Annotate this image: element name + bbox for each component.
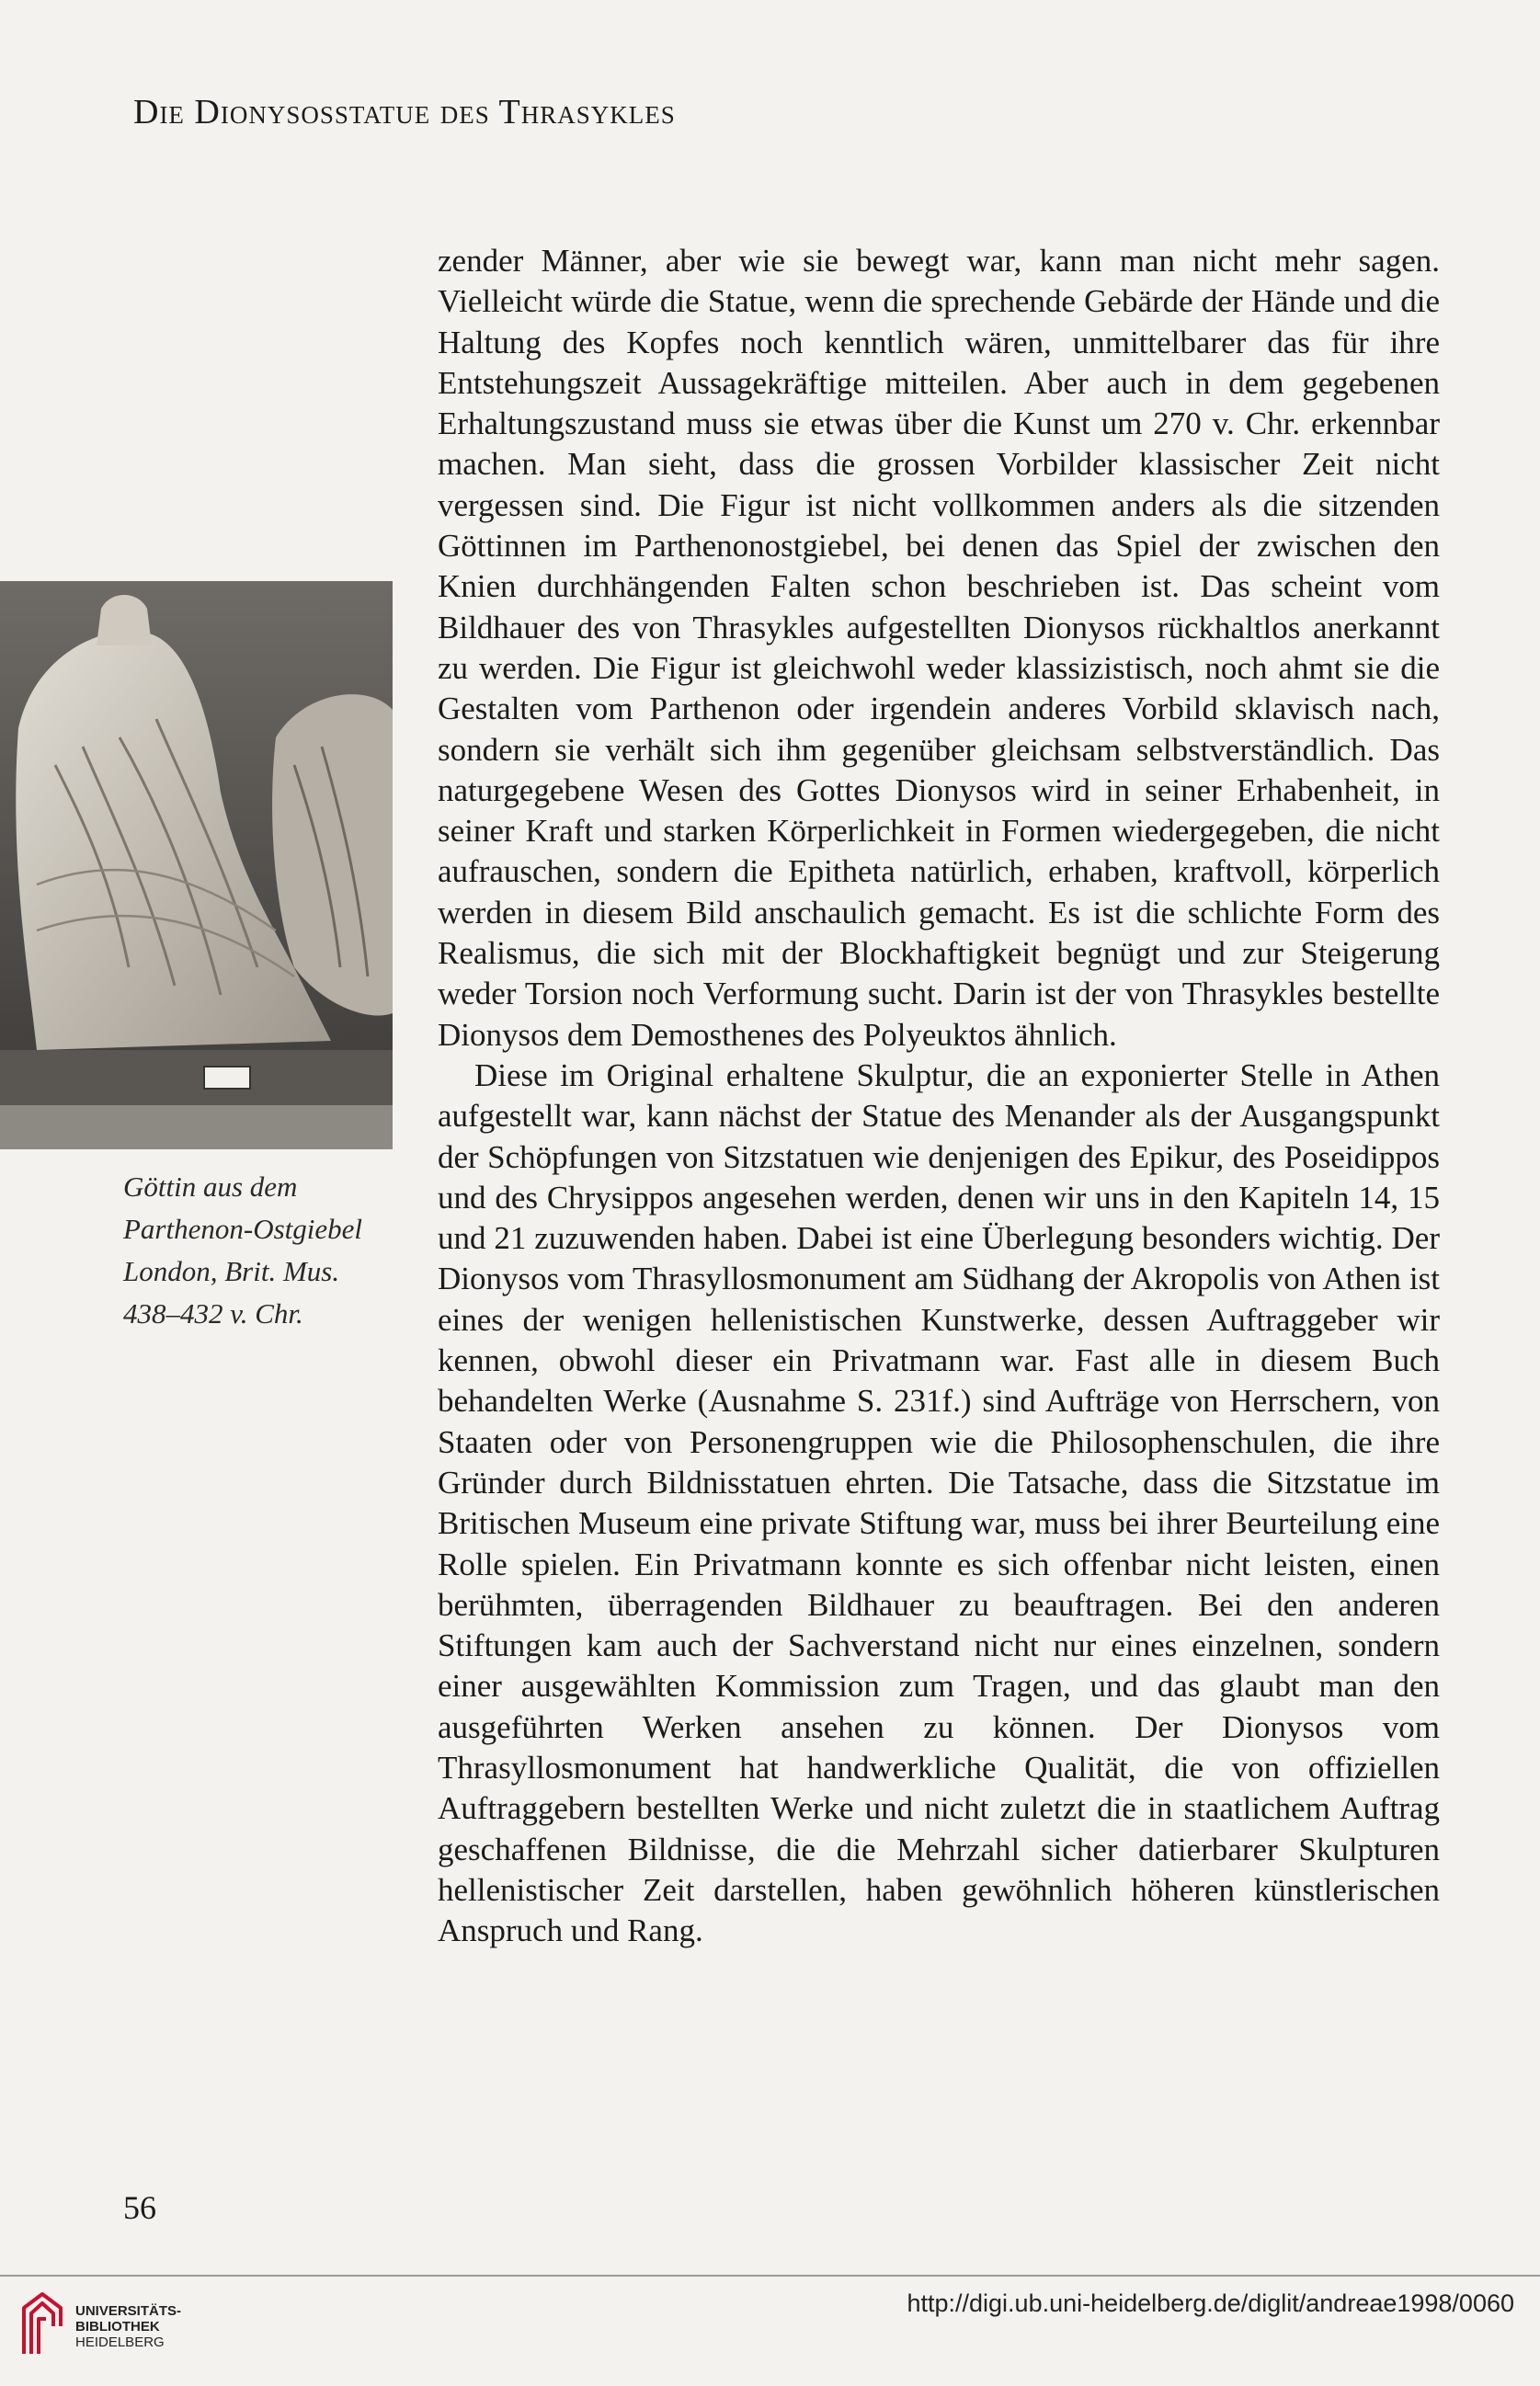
caption-line: 438–432 v. Chr. (123, 1297, 303, 1330)
library-name (75, 2303, 181, 2350)
figure-caption (123, 1166, 417, 1335)
caption-line: Parthenon-Ostgiebel (123, 1213, 363, 1245)
footer-divider (0, 2275, 1540, 2277)
body-text (438, 241, 1440, 1951)
statue-photo (0, 581, 393, 1149)
library-logo-icon (15, 2289, 70, 2363)
paragraph: Diese im Original erhaltene Skulptur, die an exponierter Stelle in Athen aufgestellt war, kann nächst der Statue des Menander als der Ausgangspunkt der Schöpfungen von Sitzstatuen wie denjenigen des Epikur, des Poseidippos und des Chrysippos angesehen werden, denen wir uns in den Kapiteln 14, 15 und 21 zuzuwenden haben. Dabei ist eine Überlegung besonders wichtig. Der Dionysos vom Thrasyllosmonument am Südhang der Akropolis von Athen ist eines der wenigen hellenistischen Kunstwerke, dessen Auftraggeber wir kennen, obwohl dieser ein Privatmann war. Fast alle in diesem Buch behandelten Werke (Ausnahme S. 231f.) sind Aufträge von Herrschern, von Staaten oder von Personengruppen wie die Philosophenschulen, die ihre Gründer durch Bildnisstatuen ehrten. Die Tatsache, dass die Sitzstatue im Britischen Museum eine private Stiftung war, muss bei ihrer Beurteilung eine Rolle spielen. Ein Privatmann konnte es sich offenbar nicht leisten, einen berühmten, überragenden Bildhauer zu beauftragen. Bei den anderen Stiftungen kam auch der Sachverstand nicht nur eines einzelnen, sondern einer ausgewählten Kommission zum Tragen, und das glaubt man den ausgeführten Werken ansehen zu können. Der Dionysos vom Thrasyllosmonument hat handwerkliche Qualität, die von offiziellen Auftraggebern bestellten Werke und nicht zuletzt die in staatlichem Auftrag geschaffenen Bildnisse, die die Mehrzahl sicher datierbarer Skulpturen hellenistischer Zeit darstellen, haben gewöhnlich höheren künstlerischen Anspruch und Rang. (438, 1056, 1440, 1949)
running-title: Die Dionysosstatue des Thrasykles (133, 93, 676, 131)
caption-line: London, Brit. Mus. (123, 1255, 340, 1287)
caption-line: Göttin aus dem (123, 1170, 298, 1203)
library-name-line: BIBLIOTHEK (75, 2318, 160, 2335)
page-number: 56 (123, 2189, 156, 2226)
library-name-line: UNIVERSITÄTS- (75, 2302, 182, 2319)
statue-photo-icon (0, 581, 393, 1149)
paragraph: zender Männer, aber wie sie bewegt war, kann man nicht mehr sagen. Vielleicht würde die Statue, wenn die sprechende Gebärde der Hände und die Haltung des Kopfes noch kenntlich wären, unmittelbarer das für ihre Entstehungszeit Aussagekräftige mitteilen. Aber auch in dem gegebenen Erhaltungszustand muss sie etwas über die Kunst um 270 v. Chr. erkennbar machen. Man sieht, dass die grossen Vorbilder klassischer Zeit nicht vergessen sind. Die Figur ist nicht vollkommen anders als die sitzenden Göttinnen im Parthenonostgiebel, bei denen das Spiel der zwischen den Knien durchhängenden Falten schon beschrieben ist. Das scheint vom Bildhauer des von Thrasykles aufgestellten Dionysos rückhaltlos anerkannt zu werden. Die Figur ist gleichwohl weder klassizistisch, noch ahmt sie die Gestalten vom Parthenon oder irgendein anderes Vorbild sklavisch nach, sondern sie verhält sich ihm gegenüber gleichsam selbstverständlich. Das naturgegebene Wesen des Gottes Dionysos wird in seiner Erhabenheit, in seiner Kraft und starken Körperlichkeit in Formen wiedergegeben, die nicht aufrauschen, sondern die Epitheta natürlich, erhaben, kraftvoll, körperlich werden in diesem Bild anschaulich gemacht. Es ist die schlichte Form des Realismus, die sich mit der Blockhaftigkeit begnügt und zur Steigerung weder Torsion noch Verformung sucht. Darin ist der von Thrasykles bestellte Dionysos dem Demosthenes des Polyeuktos ähnlich. (438, 243, 1440, 1053)
source-url-link[interactable]: http://digi.ub.uni-heidelberg.de/diglit/andreae1998/0060 (907, 2289, 1514, 2317)
library-logo[interactable] (15, 2286, 181, 2367)
library-name-line: HEIDELBERG (75, 2334, 165, 2350)
